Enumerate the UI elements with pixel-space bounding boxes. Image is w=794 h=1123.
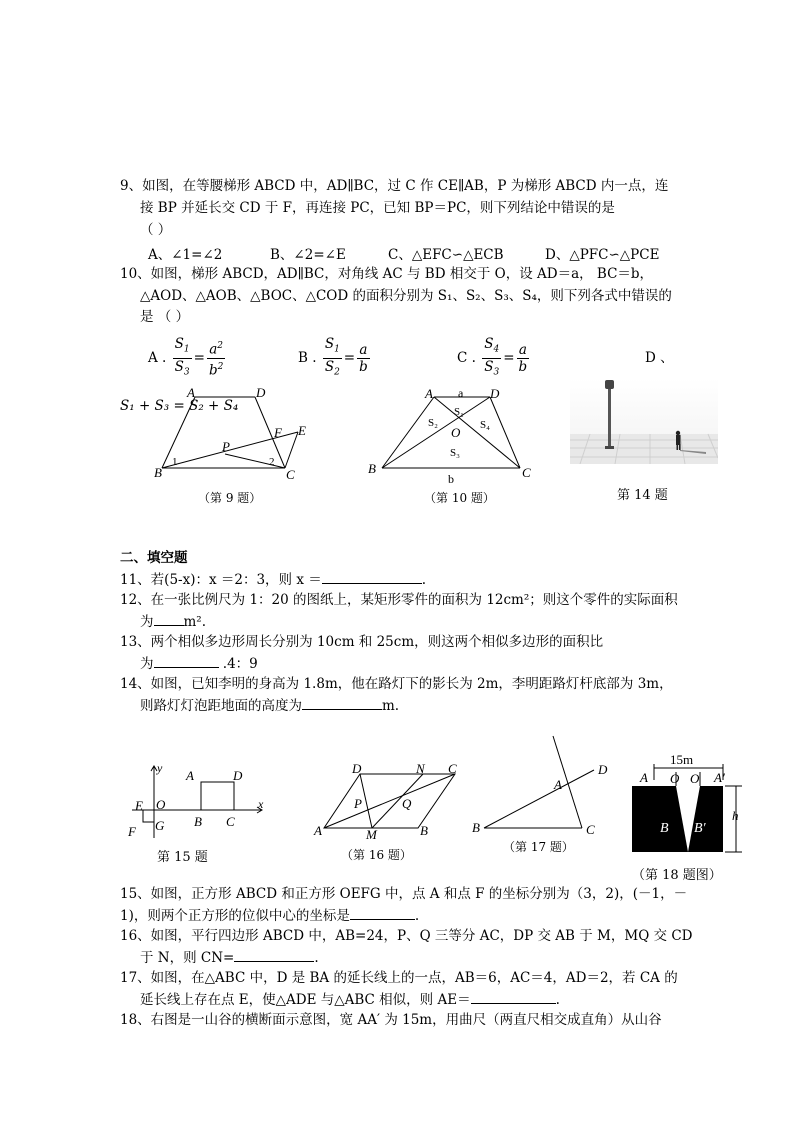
q11-answer-blank[interactable] — [322, 569, 422, 584]
q12-text: 为 — [140, 614, 154, 630]
fig15-label-d: D — [233, 768, 243, 783]
q15-answer-blank[interactable] — [350, 905, 415, 920]
q9-option-b: B、∠2=∠E — [270, 247, 346, 263]
q16-text: 于 N，则 CN= — [140, 950, 235, 966]
fig9-segment-pc — [225, 454, 285, 468]
fig15-label-y: y — [157, 761, 163, 775]
q15-text-end: . — [414, 908, 420, 924]
fig10-label-a: A — [425, 386, 433, 401]
fig17-label-a: A — [554, 777, 562, 792]
fig16-label-p: P — [354, 796, 362, 811]
q9-line1: 9、如图，在等腰梯形 ABCD 中，AD∥BC，过 C 作 CE∥AB，P 为梯形 ABCD 内一点，连 — [120, 178, 669, 194]
fig15-label-f: F — [128, 824, 136, 839]
q13-line2 — [140, 653, 258, 674]
fraction-s4-s3: $\frac{S_4}{S_3}$ — [484, 336, 500, 378]
figure-14-streetlamp-image — [570, 378, 718, 464]
fig10-label-c: C — [522, 465, 531, 480]
fig16-diagonal-ac — [324, 774, 455, 828]
fig9-segment-ce — [285, 432, 298, 468]
fraction-a-b: $\frac{a}{b}$ — [359, 341, 368, 375]
fig10-caption: （第 10 题） — [424, 491, 495, 505]
fraction-a-b-2: $\frac{a}{b}$ — [518, 341, 528, 375]
q10-option-b: B . $\frac{S_1}{S_2}$ = $\frac{a}{b}$ — [298, 336, 372, 380]
fig10-label-b: B — [368, 461, 376, 476]
q10-option-a-label: A . — [148, 350, 167, 367]
fig15-label-b: B — [194, 814, 202, 829]
fig16-label-c: C — [448, 761, 457, 776]
fig16-label-q: Q — [402, 796, 412, 811]
fig16-label-n: N — [416, 761, 425, 776]
fig16-label-d: D — [352, 761, 362, 776]
fig15-square-abcd — [201, 782, 234, 810]
fig17-label-c: C — [586, 822, 595, 837]
q10-line1: 10、如图，梯形 ABCD，AD∥BC，对角线 AC 与 BD 相交于 O，设 AD＝a， BC＝b， — [120, 266, 654, 282]
fig15-square-oefg — [143, 810, 154, 822]
fig15-caption: 第 15 题 — [157, 850, 208, 865]
q10-option-d-formula: S₁ + S₃ = S₂ + S₄ — [120, 398, 239, 414]
fig17-segment-bd — [484, 770, 594, 828]
fig14-caption: 第 14 题 — [617, 488, 668, 503]
q14-text-end: m. — [382, 698, 400, 714]
fig9-label-e: E — [298, 423, 306, 438]
fig9-label-c: C — [286, 467, 295, 482]
fig15-label-x: x — [258, 797, 264, 811]
fig9-label-d: D — [256, 385, 266, 400]
q17-text-end: . — [555, 992, 560, 1008]
q12-text-end: m². — [183, 614, 207, 630]
fig10-segment-dc — [490, 397, 520, 468]
fraction-s1-s2: $\frac{S_1}{S_2}$ — [324, 336, 340, 378]
fig18-cliff-left — [632, 786, 688, 852]
fraction-s1-s3: $\frac{S_1}{S_3}$ — [174, 336, 190, 378]
fig9-label-b: B — [154, 465, 162, 480]
q9-option-d: D、△PFC∽△PCE — [545, 247, 660, 263]
q14-answer-blank[interactable] — [302, 695, 382, 710]
fig16-label-m: M — [366, 827, 377, 842]
q14-text: 则路灯灯泡距地面的高度为 — [140, 698, 302, 714]
q16-answer-blank[interactable] — [234, 947, 314, 962]
fig15-label-g: G — [155, 818, 165, 833]
fig10-diagonal-ac — [434, 397, 520, 468]
q11 — [120, 569, 426, 590]
q10-line3: 是 （ ） — [140, 309, 190, 325]
fig9-segment-ab — [162, 397, 195, 468]
figure-18 — [628, 750, 750, 860]
fig17-label-d: D — [598, 762, 608, 777]
fig10-label-side-b: b — [448, 472, 454, 486]
fig16-label-a: A — [314, 823, 322, 838]
fig17-caption: （第 17 题） — [503, 840, 574, 854]
fig18-label-h: h — [732, 808, 739, 823]
fig15-label-e: E — [135, 798, 143, 813]
q15-line1: 15、如图，正方形 ABCD 和正方形 OEFG 中，点 A 和点 F 的坐标分别为（3，2)，(－1，－ — [120, 886, 688, 902]
fig10-label-o: O — [451, 425, 461, 440]
fig18-label-b-prime: B′ — [694, 821, 706, 836]
q17-line1: 17、如图，在△ABC 中，D 是 BA 的延长线上的一点，AB＝6，AC＝4，AD＝2，若 CA 的 — [120, 970, 678, 986]
fig18-label-o2: O — [690, 771, 700, 786]
q13-line1: 13、两个相似多边形周长分别为 10cm 和 25cm，则这两个相似多边形的面积比 — [120, 634, 604, 650]
fig10-label-s2: S₂ — [428, 417, 438, 429]
q18-line1: 18、右图是一山谷的横断面示意图，宽 AA′ 为 15m，用曲尺（两直尺相交成直角）从山谷 — [120, 1012, 662, 1028]
fig9-caption: （第 9 题） — [198, 491, 262, 505]
fig16-caption: （第 16 题） — [341, 848, 412, 862]
fig15-label-o: O — [156, 797, 166, 812]
q14-line2 — [140, 695, 399, 716]
fig10-diagonal-bd — [382, 397, 490, 468]
q12-answer-blank[interactable] — [154, 611, 184, 626]
figure-9 — [140, 385, 330, 490]
q12-line2 — [140, 611, 206, 632]
q11-text: 11、若(5-x)：x ＝2：3，则 x ＝ — [120, 572, 322, 588]
q13-text: 为 — [140, 656, 154, 672]
q12-line1: 12、在一张比例尺为 1：20 的图纸上，某矩形零件的面积为 12cm²；则这个零件的实际面积 — [120, 592, 678, 608]
q9-line3: （ ） — [140, 222, 172, 238]
q17-line2 — [140, 989, 560, 1010]
fig10-label-d: D — [490, 386, 500, 401]
fig18-label-o1: O — [670, 771, 680, 786]
q9-option-a: A、∠1=∠2 — [148, 247, 223, 263]
q16-line2 — [140, 947, 319, 968]
q16-text-end: . — [314, 950, 319, 966]
q14-line1: 14、如图，已知李明的身高为 1.8m，他在路灯下的影长为 2m，李明距路灯杆底部为 3m， — [120, 676, 673, 692]
fig18-label-a: A — [640, 770, 648, 785]
fig10-label-side-a: a — [458, 386, 464, 400]
fig15-label-c: C — [226, 814, 235, 829]
q15-line2 — [120, 905, 419, 926]
q10-line2: △AOD、△AOB、△BOC、△COD 的面积分别为 S₁、S₂、S₃、S₄，则下列各式中错误的 — [140, 288, 672, 304]
fig18-label-width: 15m — [670, 752, 694, 767]
fig10-segment-ab — [382, 397, 434, 468]
q13-text-end: .4：9 — [218, 656, 258, 672]
figure-15 — [122, 758, 272, 850]
fig9-label-2: 2 — [269, 456, 275, 468]
q16-line1: 16、如图，平行四边形 ABCD 中，AB=24，P、Q 三等分 AC，DP 交 AB 于 M，MQ 交 CD — [120, 928, 693, 944]
fig18-cliff-right — [688, 786, 723, 852]
q17-answer-blank[interactable] — [471, 989, 556, 1004]
fig18-label-a-prime: A′ — [714, 770, 725, 785]
q11-text-end: . — [421, 572, 427, 588]
fig18-caption: （第 18 题图） — [632, 868, 722, 883]
fig16-segment-mn — [372, 774, 423, 828]
fig9-label-a: A — [187, 385, 195, 400]
figure-16 — [310, 760, 470, 842]
fig9-label-f: F — [274, 425, 282, 440]
q17-text: 延长线上存在点 E，使△ADE 与△ABC 相似，则 AE＝ — [140, 992, 471, 1008]
fig15-label-a: A — [186, 768, 194, 783]
fig9-label-1: 1 — [172, 456, 178, 468]
q10-option-b-label: B . — [298, 350, 317, 367]
figure-10 — [362, 385, 542, 490]
fig10-label-s1: S₁ — [454, 406, 464, 418]
q15-text: 1)，则两个正方形的位似中心的坐标是 — [120, 908, 350, 924]
q10-option-c: C . $\frac{S_4}{S_3}$ = $\frac{a}{b}$ — [457, 336, 531, 380]
q9-option-c: C、△EFC∽△ECB — [388, 247, 504, 263]
q10-option-d-label: D 、 — [645, 350, 674, 366]
fig10-label-s3: S₃ — [450, 447, 460, 459]
figure-17 — [470, 730, 620, 838]
q13-answer-blank[interactable] — [154, 653, 219, 668]
section-title-fill-in: 二、填空题 — [120, 550, 188, 566]
fraction-a2-b2: $\frac{a^2}{b^2}$ — [207, 338, 225, 378]
fig18-label-b: B — [660, 821, 669, 836]
fig10-label-s4: S₄ — [480, 419, 490, 431]
q10-option-a: A . $\frac{S_1}{S_3}$ = $\frac{a^2}{b^2}$ — [148, 336, 227, 380]
fig17-label-b: B — [472, 820, 480, 835]
q10-option-c-label: C . — [457, 350, 476, 367]
fig16-label-b: B — [420, 823, 428, 838]
fig9-label-p: P — [222, 439, 230, 454]
q9-line2: 接 BP 并延长交 CD 于 F，再连接 PC，已知 BP＝PC，则下列结论中错误的是 — [140, 200, 615, 216]
